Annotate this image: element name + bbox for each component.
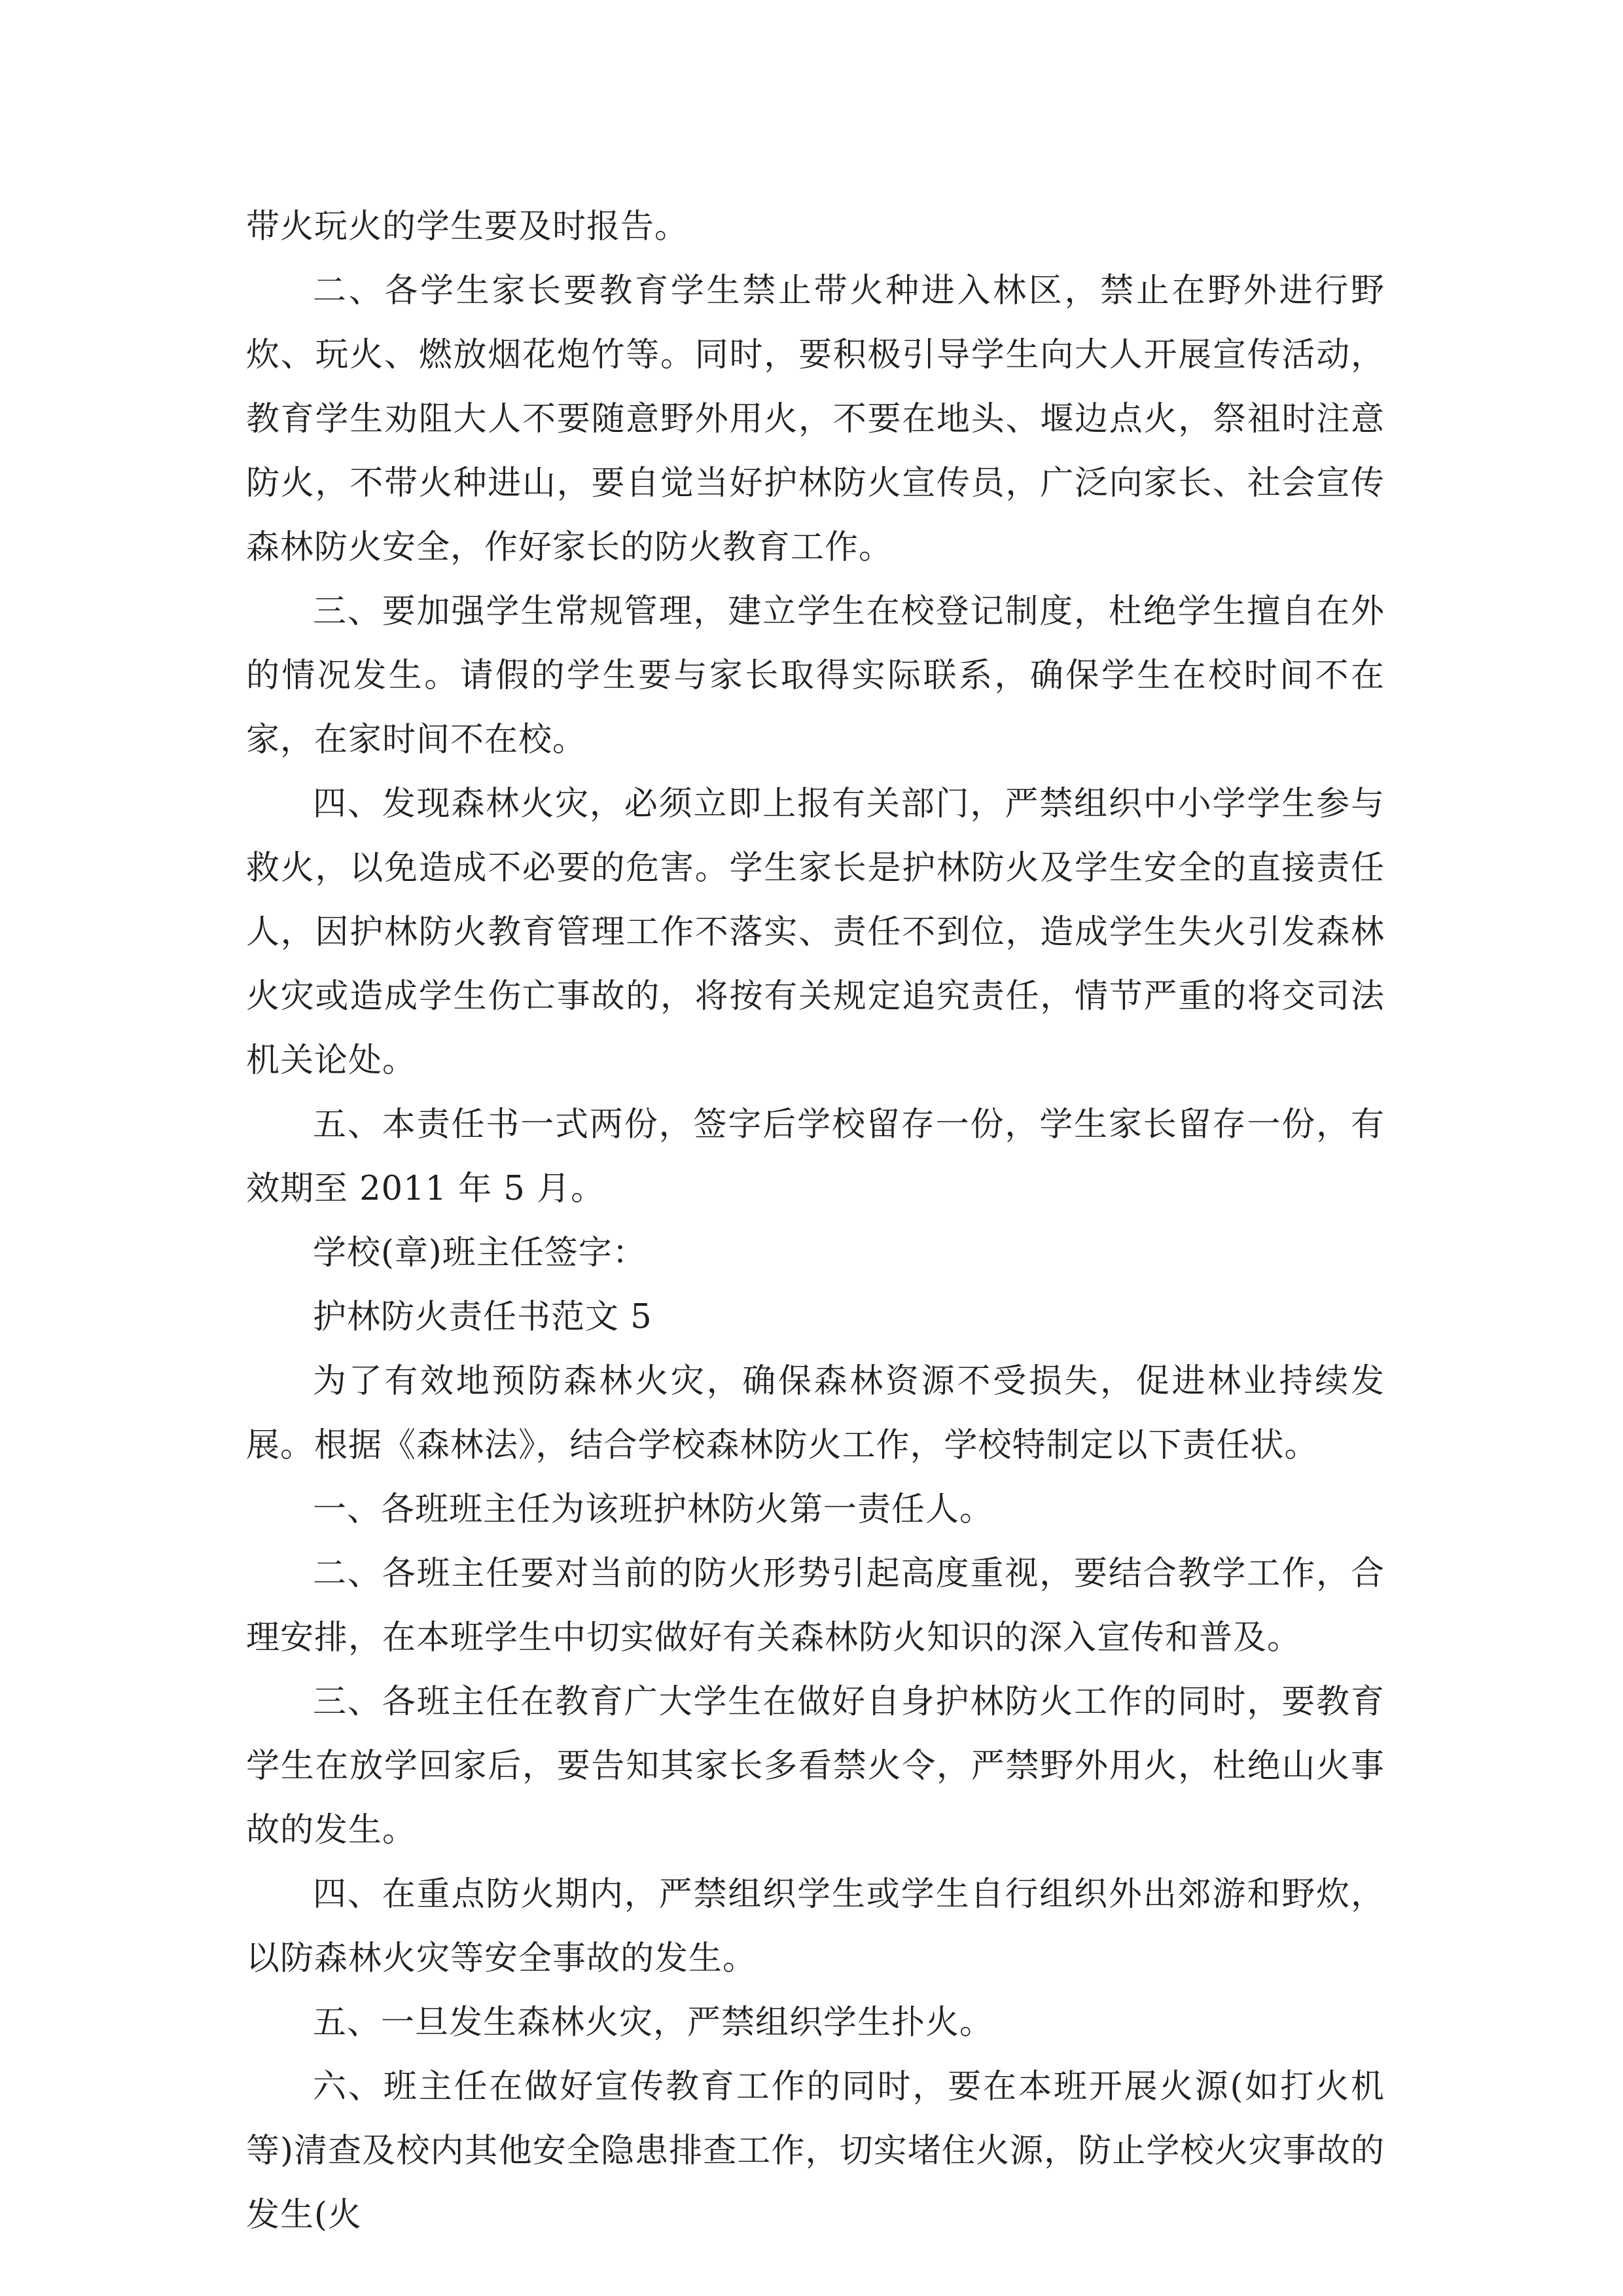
paragraph-item-2-parents: 二、各学生家长要教育学生禁止带火种进入林区，禁止在野外进行野炊、玩火、燃放烟花炮竹等。同时，要积极引导学生向大人开展宣传活动，教育学生劝阻大人不要随意野外用火，不要在地头、堰边点火，祭祖时注意防火，不带火种进山，要自觉当好护林防火宣传员，广泛向家长、社会宣传森林防火安全，作好家长的防火教育工作。 <box>246 272 1385 567</box>
document-body <box>246 195 1385 2248</box>
paragraph-item-3-education: 三、各班主任在教育广大学生在做好自身护林防火工作的同时，要教育学生在放学回家后，要告知其家长多看禁火令，严禁野外用火，杜绝山火事故的发生。 <box>246 1683 1385 1850</box>
paragraph-item-5-copies: 五、本责任书一式两份，签字后学校留存一份，学生家长留存一份，有效期至 2011 年 5 月。 <box>246 1105 1385 1208</box>
paragraph-item-6-inspection: 六、班主任在做好宣传教育工作的同时，要在本班开展火源(如打火机等)清查及校内其他安全隐患排查工作，切实堵住火源，防止学校火灾事故的发生(火 <box>246 2068 1385 2234</box>
paragraph-item-4-outings: 四、在重点防火期内，严禁组织学生或学生自行组织外出郊游和野炊，以防森林火灾等安全事故的发生。 <box>246 1875 1385 1978</box>
section-heading: 护林防火责任书范文 5 <box>313 1298 652 1336</box>
paragraph-intro: 为了有效地预防森林火灾，确保森林资源不受损失，促进林业持续发展。根据《森林法》，结合学校森林防火工作，学校特制定以下责任状。 <box>246 1362 1385 1465</box>
paragraph-continuation: 带火玩火的学生要及时报告。 <box>246 207 689 246</box>
signature-line: 学校(章)班主任签字： <box>313 1234 647 1272</box>
paragraph-item-5-firefighting: 五、一旦发生森林火灾，严禁组织学生扑火。 <box>313 2003 994 2042</box>
paragraph-item-1-responsible: 一、各班班主任为该班护林防火第一责任人。 <box>313 1490 994 1529</box>
paragraph-item-3-management: 三、要加强学生常规管理，建立学生在校登记制度，杜绝学生擅自在外的情况发生。请假的学生要与家长取得实际联系，确保学生在校时间不在家，在家时间不在校。 <box>246 592 1385 759</box>
paragraph-item-4-fire-report: 四、发现森林火灾，必须立即上报有关部门，严禁组织中小学学生参与救火，以免造成不必要的危害。学生家长是护林防火及学生安全的直接责任人，因护林防火教育管理工作不落实、责任不到位，造成学生失火引发森林火灾或造成学生伤亡事故的，将按有关规定追究责任，情节严重的将交司法机关论处。 <box>246 785 1385 1080</box>
paragraph-item-2-awareness: 二、各班主任要对当前的防火形势引起高度重视，要结合教学工作，合理安排，在本班学生中切实做好有关森林防火知识的深入宣传和普及。 <box>246 1554 1385 1657</box>
